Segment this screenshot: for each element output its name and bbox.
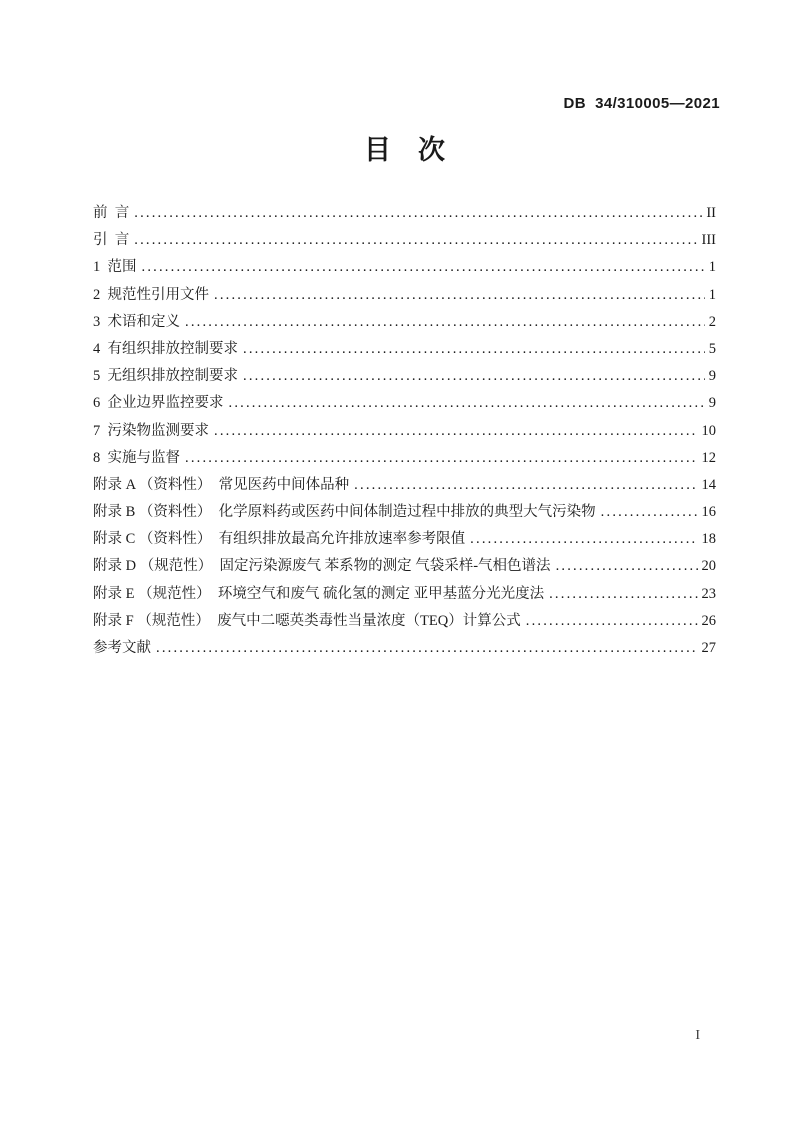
- toc-entry-label: 参考文献: [93, 640, 151, 656]
- doc-number: DB 34/310005—2021: [563, 95, 720, 112]
- toc-entry-label: 附录 C （资料性） 有组织排放最高允许排放速率参考限值: [93, 531, 466, 548]
- toc-entry: [93, 500, 716, 527]
- toc-leader-dots: [156, 640, 698, 657]
- toc-leader-dots: [214, 423, 698, 440]
- toc-entry: [93, 364, 716, 391]
- toc-entry: [93, 527, 716, 554]
- toc-leader-dots: [134, 232, 697, 249]
- toc-entry-label: 附录 A （资料性） 常见医药中间体品种: [93, 476, 350, 493]
- toc-entry-label: 附录 F （规范性） 废气中二噁英类毒性当量浓度（TEQ）计算公式: [93, 612, 521, 629]
- toc-entry-page-number: III: [701, 232, 716, 249]
- toc-entry-label: 附录 E （规范性） 环境空气和废气 硫化氢的测定 亚甲基蓝分光光度法: [93, 585, 545, 602]
- toc-entry-page-number: 9: [708, 368, 716, 385]
- toc-entry-page-number: 9: [708, 395, 716, 412]
- toc-leader-dots: [243, 368, 705, 385]
- toc-leader-dots: [601, 504, 698, 521]
- table-of-contents: [93, 201, 716, 663]
- toc-leader-dots: [354, 477, 697, 494]
- toc-entry: [93, 636, 716, 663]
- toc-entry: [93, 310, 716, 337]
- toc-entry-label: 1 范围: [93, 259, 137, 276]
- toc-entry-page-number: 12: [701, 449, 716, 466]
- toc-entry-page-number: 14: [701, 476, 716, 493]
- page-title: 目 次: [364, 135, 445, 165]
- toc-entry-page-number: II: [706, 205, 716, 221]
- toc-entry-page-number: 16: [701, 504, 716, 521]
- toc-entry-page-number: 23: [701, 585, 716, 602]
- toc-leader-dots: [229, 395, 705, 412]
- toc-entry-page-number: 5: [708, 340, 716, 357]
- toc-entry-label: 2 规范性引用文件: [93, 286, 209, 303]
- toc-leader-dots: [549, 586, 697, 603]
- toc-leader-dots: [556, 558, 698, 575]
- toc-leader-dots: [214, 287, 705, 304]
- toc-entry: [93, 283, 716, 310]
- toc-entry: [93, 473, 716, 500]
- toc-entry-label: 附录 B （资料性） 化学原料药或医药中间体制造过程中排放的典型大气污染物: [93, 504, 596, 521]
- toc-entry: [93, 609, 716, 636]
- toc-leader-dots: [185, 314, 705, 331]
- toc-entry-page-number: 1: [708, 286, 716, 303]
- toc-entry: [93, 419, 716, 446]
- toc-leader-dots: [142, 259, 705, 276]
- toc-entry: [93, 446, 716, 473]
- toc-leader-dots: [470, 531, 697, 548]
- toc-entry-label: 8 实施与监督: [93, 449, 180, 466]
- toc-entry: [93, 554, 716, 581]
- toc-entry-label: 引 言: [93, 232, 130, 249]
- toc-leader-dots: [243, 341, 705, 358]
- toc-entry-page-number: 10: [701, 422, 716, 439]
- toc-entry-label: 3 术语和定义: [93, 313, 180, 330]
- toc-entry: [93, 228, 716, 255]
- toc-leader-dots: [185, 450, 698, 467]
- page-footer-number: I: [695, 1028, 700, 1043]
- toc-entry-page-number: 26: [701, 612, 716, 629]
- toc-entry-page-number: 1: [708, 259, 716, 276]
- toc-entry: [93, 337, 716, 364]
- toc-entry: [93, 391, 716, 418]
- toc-entry-label: 7 污染物监测要求: [93, 422, 209, 439]
- toc-entry-label: 5 无组织排放控制要求: [93, 368, 238, 385]
- toc-entry-page-number: 18: [701, 531, 716, 548]
- toc-entry-page-number: 20: [701, 558, 716, 575]
- toc-entry: [93, 582, 716, 609]
- toc-entry: [93, 255, 716, 282]
- toc-entry-label: 附录 D （规范性） 固定污染源废气 苯系物的测定 气袋采样-气相色谱法: [93, 558, 551, 575]
- toc-entry-page-number: 27: [701, 640, 716, 656]
- toc-entry: [93, 201, 716, 228]
- toc-entry-label: 4 有组织排放控制要求: [93, 340, 238, 357]
- toc-leader-dots: [526, 613, 698, 630]
- toc-leader-dots: [134, 205, 702, 222]
- toc-entry-page-number: 2: [708, 313, 716, 330]
- toc-entry-label: 前 言: [93, 205, 130, 221]
- toc-entry-label: 6 企业边界监控要求: [93, 395, 224, 412]
